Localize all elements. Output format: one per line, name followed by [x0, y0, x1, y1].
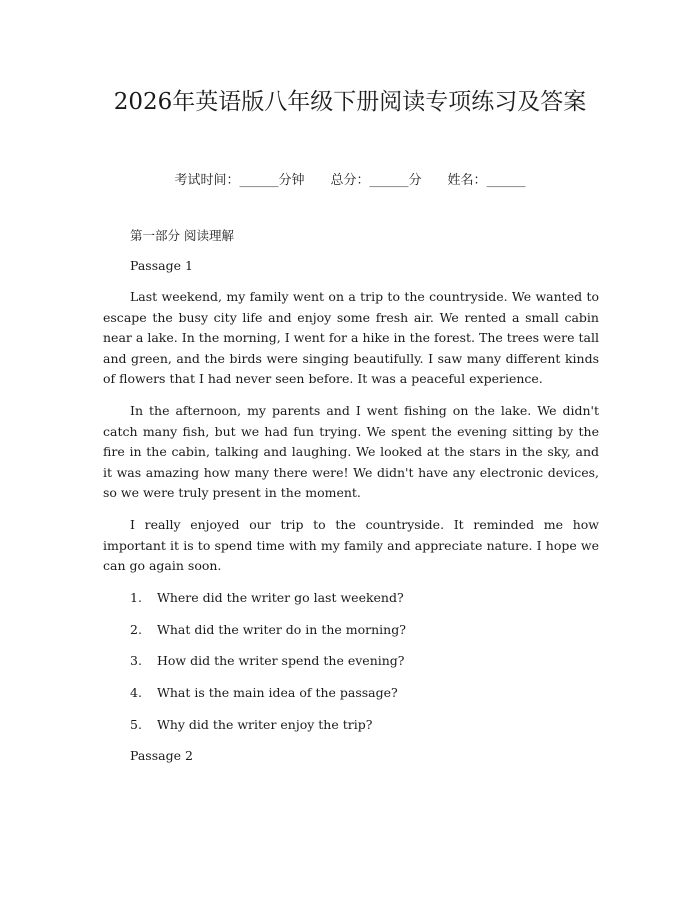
passage-1-paragraph-3: I really enjoyed our trip to the countryside. It reminded me how important it is to spend time with my family and appreciate nature. I hope we can go again soon.: [103, 516, 599, 574]
question-item: [130, 620, 599, 640]
question-number: 1.: [130, 589, 142, 605]
question-item: [130, 651, 599, 671]
question-text: Why did the writer enjoy the trip?: [157, 716, 373, 732]
section-title: 第一部分 阅读理解: [130, 228, 234, 243]
question-text: What is the main idea of the passage?: [157, 685, 398, 701]
passage-1-label: Passage 1: [130, 258, 193, 273]
question-item: [130, 683, 599, 703]
passage-2-label: Passage 2: [130, 747, 193, 763]
document-title: 2026年英语版八年级下册阅读专项练习及答案: [113, 89, 587, 115]
total-score-field: 总分：______分: [330, 173, 422, 188]
question-number: 5.: [130, 716, 142, 732]
passage-1-paragraph-1: Last weekend, my family went on a trip to the countryside. We wanted to escape the busy city life and enjoy some fresh air. We rented a small cabin near a lake. In the morning, I went for a hike in the forest. The trees were tall and green, and the birds were singing beautifully. I saw many different kinds of flowers that I had never seen before. It was a peaceful experience.: [103, 289, 599, 387]
question-text: How did the writer spend the evening?: [157, 653, 405, 669]
main-content: [103, 226, 599, 766]
question-text: Where did the writer go last weekend?: [157, 589, 404, 605]
student-name-field: 姓名：______: [447, 173, 526, 188]
question-item: [130, 588, 599, 608]
question-list: [130, 588, 599, 735]
question-text: What did the writer do in the morning?: [157, 621, 406, 637]
question-number: 3.: [130, 653, 142, 669]
question-number: 2.: [130, 621, 142, 637]
question-item: [130, 715, 599, 735]
exam-time-field: 考试时间：______分钟: [174, 173, 305, 188]
passage-1-paragraph-2: In the afternoon, my parents and I went fishing on the lake. We didn't catch many fish, but we had fun trying. We spent the evening sitting by the fire in the cabin, talking and laughing. We looked at the stars in the sky, and it was amazing how many there were! We didn't have any electronic devices, so we were truly present in the moment.: [103, 402, 599, 501]
exam-info-line: [0, 169, 700, 188]
question-number: 4.: [130, 685, 142, 701]
